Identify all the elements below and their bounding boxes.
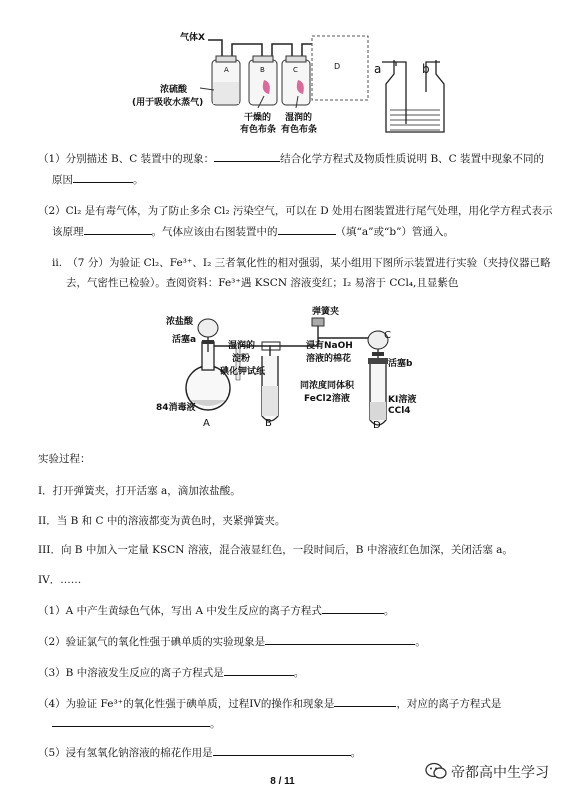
wechat-icon	[425, 762, 447, 780]
part-4-blank-1[interactable]	[334, 696, 396, 707]
q3-line-2: 去，气密性已检验）。查阅资料：Fe³⁺遇 KSCN 溶液变红；I₂ 易溶于 CCl₄,且显紫色	[66, 277, 459, 289]
q1-line-2	[52, 172, 144, 187]
same-conc-label: 同浓度同体积	[300, 381, 355, 391]
part-3	[38, 665, 304, 680]
conc-hcl-label: 浓盐酸	[166, 317, 194, 327]
dry-cloth-label-2: 有色布条	[240, 125, 277, 135]
part-5-blank[interactable]	[213, 745, 351, 756]
naoh-cotton-1: 浸有NaOH	[306, 341, 353, 351]
wet-paper-2: 淀粉	[232, 354, 251, 364]
bottle-b-label: B	[260, 66, 265, 74]
figure-2-apparatus	[0, 296, 565, 436]
process-step-1: I．打开弹簧夹，打开活塞 a，滴加浓盐酸。	[38, 485, 241, 497]
part-1	[38, 603, 394, 618]
naoh-cotton-2: 溶液的棉花	[306, 354, 352, 364]
part-5	[38, 745, 361, 760]
fig2-label-d: D	[373, 420, 381, 431]
part-4-line-2	[52, 716, 221, 731]
fig2-label-a: A	[203, 418, 210, 429]
watermark	[451, 762, 549, 782]
part-3-blank[interactable]	[224, 665, 294, 676]
part-4-mid: ，对应的离子方程式是	[396, 698, 502, 710]
page-number: 8 / 11	[270, 776, 295, 787]
gas-x-label: 气体X	[180, 33, 205, 43]
q2-text-b: 。气体应该由右图装置中的	[151, 226, 278, 238]
fig2-label-b: B	[265, 418, 272, 429]
part-2-text: （2）验证氯气的氧化性强于碘单质的实验现象是	[38, 636, 266, 648]
conc-acid-label: 浓硫酸	[160, 85, 188, 95]
q1-text-a: （1）分别描述 B、C 装置中的现象：	[38, 153, 215, 165]
fig2-label-c: C	[384, 330, 391, 341]
process-step-4: IV．……	[38, 574, 82, 586]
process-step-3: III．向 B 中加入一定量 KSCN 溶液，混合液显红色，一段时间后，B 中溶液红色加深，关闭活塞 a。	[38, 544, 513, 556]
q1-text-d: 。	[133, 174, 144, 186]
q2-text-c: （填“a”或“b”）管通入。	[335, 226, 454, 238]
part-5-text: （5）浸有氢氧化钠溶液的棉花作用是	[38, 747, 213, 759]
stopcock-a-label: 活塞a	[172, 335, 197, 345]
q1-blank-1[interactable]	[214, 151, 280, 162]
part-1-text: （1）A 中产生黄绿色气体，写出 A 中发生反应的离子方程式	[38, 605, 322, 617]
ccl4-label: CCl4	[388, 406, 411, 416]
q2-line-1: （2）Cl₂ 是有毒气体，为了防止多余 Cl₂ 污染空气，可以在 D 处用右图装置进行尾气处理，用化学方程式表示	[38, 205, 553, 217]
part-3-text: （3）B 中溶液发生反应的离子方程式是	[38, 667, 224, 679]
q1-text-b: 结合化学方程式及物质性质说明 B、C 装置中现象不同的	[280, 153, 545, 165]
q2-blank-1[interactable]	[84, 224, 152, 235]
box-d-label: D	[334, 62, 341, 71]
q3-line-1: ii. （7 分）为验证 Cl₂、Fe³⁺、I₂ 三者氧化性的相对强弱，某小组用下图所示装置进行实验（夹持仪器已略	[52, 257, 551, 269]
process-step-2: II．当 B 和 C 中的溶液都变为黄色时，夹紧弹簧夹。	[38, 515, 286, 527]
part-4-blank-2[interactable]	[52, 716, 210, 727]
wet-paper-1: 湿润的	[228, 341, 256, 351]
bottle-c-label: C	[293, 66, 298, 74]
figure-1-apparatus	[0, 0, 565, 140]
q2-line-2	[52, 224, 454, 239]
dry-cloth-label-1: 干燥的	[244, 113, 272, 123]
part-1-end: 。	[383, 605, 395, 617]
part-4-line-1	[38, 696, 501, 711]
bottle-a-label: A	[224, 66, 229, 74]
q2-blank-2[interactable]	[278, 224, 336, 235]
q2-text-a: 该原理	[52, 226, 84, 238]
wet-cloth-label-1: 湿润的	[285, 113, 313, 123]
spring-clip-label: 弹簧夹	[312, 307, 340, 317]
part-1-blank[interactable]	[322, 603, 384, 614]
q1-line-1	[38, 151, 544, 166]
part-4-text: （4）为验证 Fe³⁺的氧化性强于碘单质，过程IV的操作和现象是	[38, 698, 335, 710]
part-2-blank[interactable]	[265, 634, 415, 645]
watermark-text: 帝都高中生学习	[451, 765, 549, 781]
port-b-label: b	[422, 62, 430, 76]
part-2	[38, 634, 426, 649]
q1-text-c: 原因	[52, 174, 73, 186]
process-title: 实验过程：	[38, 453, 91, 465]
fecl2-label: FeCl2溶液	[304, 394, 350, 404]
part-2-end: 。	[415, 636, 426, 648]
bleach-label: 84消毒液	[156, 403, 196, 413]
part-4-end: 。	[210, 718, 221, 730]
part-3-end: 。	[293, 667, 305, 679]
port-a-label: a	[374, 62, 382, 76]
q1-blank-2[interactable]	[73, 172, 133, 183]
conc-acid-note: (用于吸收水蒸气)	[132, 98, 204, 108]
ki-label: KI溶液	[388, 395, 417, 405]
wet-paper-3: 碘化钾试纸	[220, 367, 266, 377]
wet-cloth-label-2: 有色布条	[281, 125, 318, 135]
part-5-end: 。	[350, 747, 362, 759]
stopcock-b-label: 活塞b	[388, 359, 413, 369]
